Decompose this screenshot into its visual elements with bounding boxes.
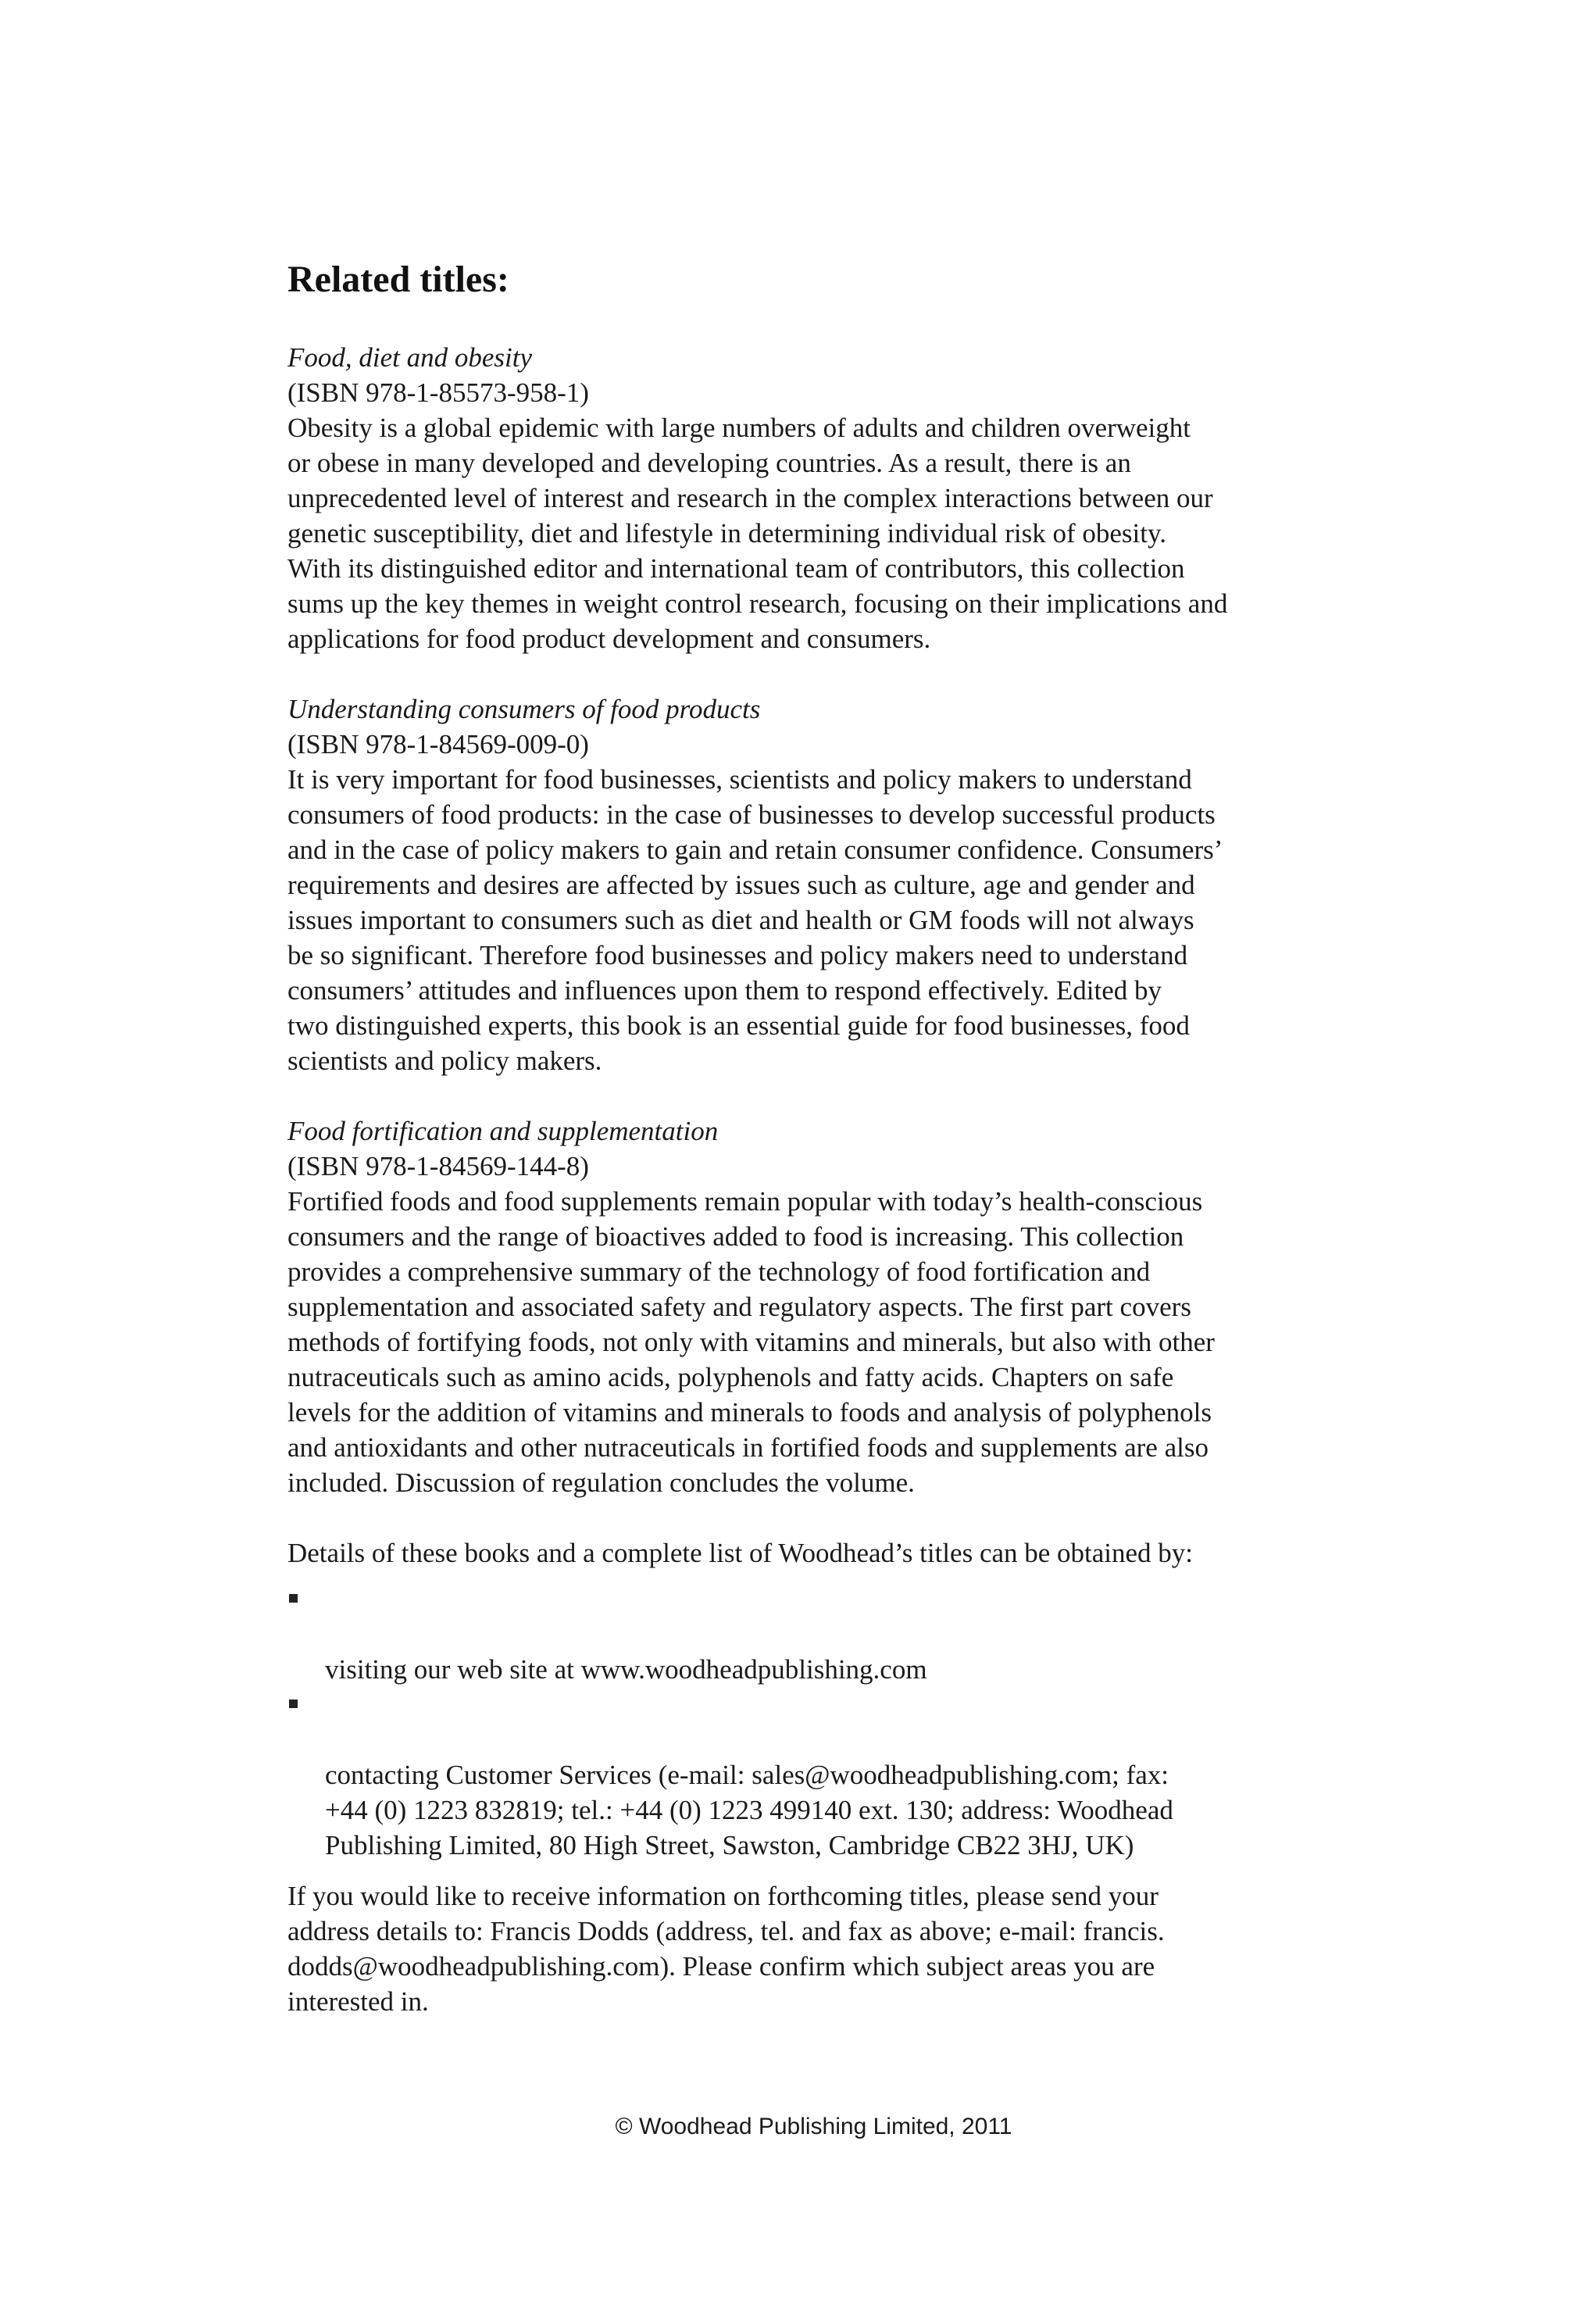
contact-item-website — [287, 1582, 1350, 1687]
contact-item-text: contacting Customer Services (e-mail: sales@woodheadpublishing.com; fax: +44 (0) 1223 832819; tel.: +44 (0) 1223 499140 ext. 130; address: Woodhead Publishing Limited, 80 High Street, Sawston, Cambridge CB22 3HJ, UK) — [325, 1760, 1173, 1860]
book-isbn: (ISBN 978-1-84569-144-8) — [287, 1151, 589, 1181]
book-entry — [287, 692, 1350, 1078]
book-entry — [287, 1113, 1350, 1500]
book-title: Food, diet and obesity — [287, 342, 533, 373]
square-bullet-icon — [289, 1699, 298, 1708]
book-entry — [287, 340, 1350, 656]
contact-item-customer-services — [287, 1687, 1350, 1863]
book-description: Obesity is a global epidemic with large numbers of adults and children overweight or obese in many developed and developing countries. As a result, there is an unprecedented level of interest and research in the complex interactions between our genetic susceptibility, diet and lifestyle in determining individual risk of obesity. With its distinguished editor and international team of contributors, this collection sums up the key themes in weight control research, focusing on their implications and applications for food product development and consumers. — [287, 413, 1228, 654]
book-description: Fortified foods and food supplements remain popular with today’s health-conscious consumers and the range of bioactives added to food is increasing. This collection provides a comprehensive summary of the technology of food fortification and supplementation and associated safety and regulatory aspects. The first part covers methods of fortifying foods, not only with vitamins and minerals, but also with other nutraceuticals such as amino acids, polyphenols and fatty acids. Chapters on safe levels for the addition of vitamins and minerals to foods and analysis of polyphenols and antioxidants and other nutraceuticals in fortified foods and supplements are also included. Discussion of regulation concludes the volume. — [287, 1186, 1215, 1498]
book-isbn: (ISBN 978-1-84569-009-0) — [287, 729, 589, 759]
contact-list — [287, 1582, 1350, 1863]
page-content — [287, 258, 1350, 2019]
contact-intro: Details of these books and a complete list of Woodhead’s titles can be obtained by: — [287, 1538, 1194, 1568]
contact-item-text: visiting our web site at www.woodheadpublishing.com — [325, 1654, 927, 1685]
book-title: Understanding consumers of food products — [287, 694, 761, 724]
book-isbn: (ISBN 978-1-85573-958-1) — [287, 377, 589, 408]
square-bullet-icon — [289, 1594, 298, 1603]
book-title: Food fortification and supplementation — [287, 1116, 719, 1146]
page-heading: Related titles: — [287, 259, 509, 300]
copyright-footer: © Woodhead Publishing Limited, 2011 — [615, 2114, 1012, 2139]
book-description: It is very important for food businesses, scientists and policy makers to understand consumers of food products: in the case of businesses to develop successful products and in the case of policy makers to gain and retain consumer confidence. Consumers’ requirements and desires are affected by issues such as culture, age and gender and issues important to consumers such as diet and health or GM foods will not always be so significant. Therefore food businesses and policy makers need to understand consumers’ attitudes and influences upon them to respond effectively. Edited by two distinguished experts, this book is an essential guide for food businesses, food scientists and policy makers. — [287, 764, 1223, 1076]
closing-paragraph: If you would like to receive information on forthcoming titles, please send your address details to: Francis Dodds (address, tel. and fax as above; e-mail: francis. dodds@woodheadpublishing.com). Please confirm which subject areas you are interested in. — [287, 1881, 1165, 2017]
